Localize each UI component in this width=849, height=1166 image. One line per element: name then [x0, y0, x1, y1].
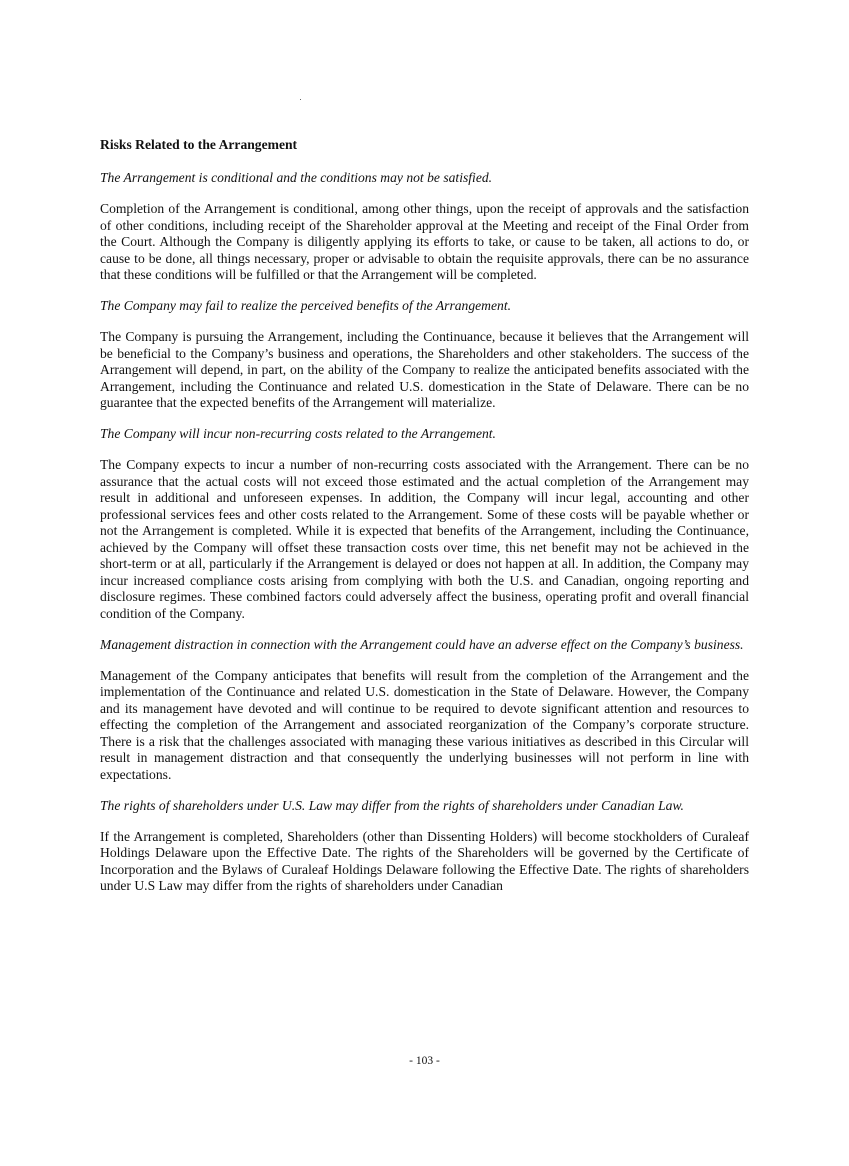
document-body — [100, 136, 749, 909]
risk-subheading: The Arrangement is conditional and the conditions may not be satisfied. — [100, 170, 493, 185]
risk-subheading: The Company may fail to realize the perceived benefits of the Arrangement. — [100, 298, 511, 313]
risk-paragraph: The Company expects to incur a number of non-recurring costs associated with the Arrangement. There can be no assurance that the actual costs will not exceed those estimated and the actual completion of the Arrangement may result in additional and unforeseen expenses. In addition, the Company will incur legal, accounting and other professional services fees and other costs related to the Arrangement. Some of these costs will be payable whether or not the Arrangement is completed. While it is expected that benefits of the Arrangement, including the Continuance, achieved by the Company will offset these transaction costs over time, this net benefit may not be achieved in the short-term or at all, particularly if the Arrangement is delayed or does not happen at all. In addition, the Company may incur increased compliance costs arising from complying with both the U.S. and Canadian, ongoing reporting and disclosure regimes. These combined factors could adversely affect the business, operating profit and overall financial condition of the Company. — [100, 457, 749, 621]
scan-speck — [300, 99, 301, 100]
section-heading: Risks Related to the Arrangement — [100, 137, 298, 152]
risk-paragraph: Completion of the Arrangement is conditional, among other things, upon the receipt of approvals and the satisfaction of other conditions, including receipt of the Shareholder approval at the Meeting and receipt of the Final Order from the Court. Although the Company is diligently applying its efforts to take, or cause to be taken, all actions to do, or cause to be done, all things necessary, proper or advisable to obtain the requisite approvals, there can be no assurance that these conditions will be fulfilled or that the Arrangement will be completed. — [100, 201, 749, 282]
page-number: - 103 - — [409, 1055, 440, 1067]
risk-paragraph: Management of the Company anticipates that benefits will result from the completion of the Arrangement and the implementation of the Continuance and related U.S. domestication in the State of Delaware. However, the Company and its management have devoted and will continue to be required to devote significant attention and resources to effecting the completion of the Arrangement and associated reorganization of the Company’s corporate structure. There is a risk that the challenges associated with managing these various initiatives as described in this Circular will result in management distraction and that consequently the underlying businesses will not perform in line with expectations. — [100, 667, 749, 782]
risk-subheading: Management distraction in connection with the Arrangement could have an adverse effect on the Company’s business. — [100, 636, 744, 652]
risk-subheading: The Company will incur non-recurring costs related to the Arrangement. — [100, 426, 496, 441]
risk-paragraph: If the Arrangement is completed, Shareholders (other than Dissenting Holders) will become stockholders of Curaleaf Holdings Delaware upon the Effective Date. The rights of the Shareholders will be governed by the Certificate of Incorporation and the Bylaws of Curaleaf Holdings Delaware following the Effective Date. The rights of shareholders under U.S Law may differ from the rights of shareholders under Canadian — [100, 828, 749, 893]
risk-paragraph: The Company is pursuing the Arrangement, including the Continuance, because it believes that the Arrangement will be beneficial to the Company’s business and operations, the Shareholders and other stakeholders. The success of the Arrangement will depend, in part, on the ability of the Company to realize the anticipated benefits associated with the Arrangement, including the Continuance and related U.S. domestication in the State of Delaware. There can be no guarantee that the expected benefits of the Arrangement will materialize. — [100, 329, 749, 410]
risk-subheading: The rights of shareholders under U.S. Law may differ from the rights of shareholders under Canadian Law. — [100, 797, 684, 813]
